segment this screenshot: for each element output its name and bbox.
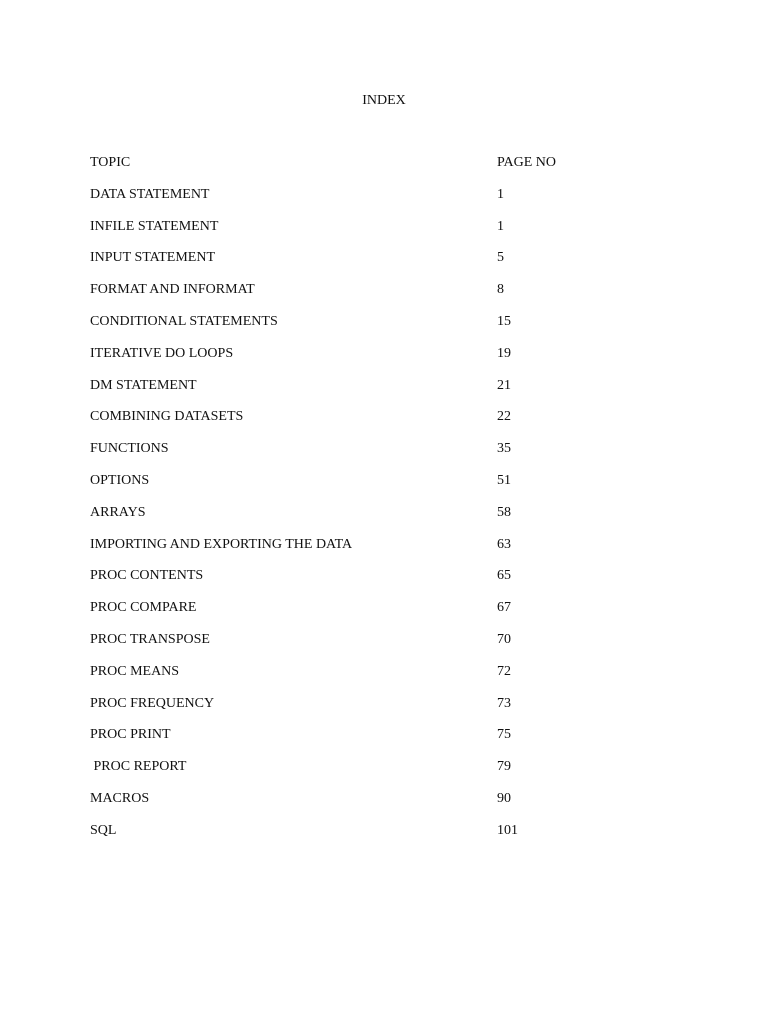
entry-page-number: 73: [497, 695, 511, 711]
index-entry: [90, 663, 610, 695]
index-entry: [90, 504, 610, 536]
topic-column-header: TOPIC: [90, 155, 131, 170]
entry-page-number: 8: [497, 282, 504, 298]
index-entry: [90, 599, 610, 631]
entry-page-number: 75: [497, 727, 511, 743]
entry-page-number: 79: [497, 759, 511, 775]
index-entry: [90, 726, 610, 758]
entry-page-number: 63: [497, 536, 511, 552]
entry-topic: PROC MEANS: [90, 663, 180, 679]
entry-page-number: 15: [497, 313, 511, 329]
entry-page-number: 21: [497, 377, 511, 393]
entry-topic: IMPORTING AND EXPORTING THE DATA: [90, 536, 353, 552]
index-entry: [90, 567, 610, 599]
entry-topic: PROC CONTENTS: [90, 568, 204, 584]
index-entry: [90, 790, 610, 822]
index-entry: [90, 758, 610, 790]
entry-page-number: 22: [497, 409, 511, 425]
entry-topic: PROC TRANSPOSE: [90, 631, 210, 647]
index-entry: [90, 218, 610, 250]
index-entry: [90, 186, 610, 218]
index-entry: [90, 377, 610, 409]
entry-page-number: 90: [497, 790, 511, 806]
index-header-row: [90, 154, 610, 186]
index-entry: [90, 249, 610, 281]
entry-page-number: 101: [497, 822, 518, 838]
entry-topic: ARRAYS: [90, 504, 146, 520]
entry-page-number: 70: [497, 631, 511, 647]
entry-page-number: 67: [497, 600, 511, 616]
entry-topic: PROC COMPARE: [90, 600, 197, 616]
entry-page-number: 58: [497, 504, 511, 520]
entry-topic: MACROS: [90, 790, 150, 806]
index-entry: [90, 822, 610, 854]
entry-topic: DM STATEMENT: [90, 377, 197, 393]
entry-topic: CONDITIONAL STATEMENTS: [90, 313, 278, 329]
entry-page-number: 1: [497, 218, 504, 234]
entry-page-number: 35: [497, 441, 511, 457]
entry-topic: FUNCTIONS: [90, 441, 169, 457]
page-no-column-header: PAGE NO: [497, 155, 556, 170]
entry-topic: ITERATIVE DO LOOPS: [90, 345, 234, 361]
entry-topic: SQL: [90, 822, 117, 838]
entry-topic: PROC REPORT: [90, 759, 187, 775]
entry-page-number: 19: [497, 345, 511, 361]
index-entry: [90, 313, 610, 345]
entry-topic: COMBINING DATASETS: [90, 409, 244, 425]
index-table: [90, 154, 610, 854]
index-entry: [90, 472, 610, 504]
index-entry: [90, 631, 610, 663]
entry-page-number: 72: [497, 663, 511, 679]
index-entry: [90, 440, 610, 472]
entry-topic: PROC FREQUENCY: [90, 695, 215, 711]
index-entry: [90, 281, 610, 313]
index-entry: [90, 536, 610, 568]
entry-page-number: 65: [497, 568, 511, 584]
entry-topic: FORMAT AND INFORMAT: [90, 282, 255, 298]
page-title: INDEX: [362, 93, 406, 108]
entry-page-number: 1: [497, 186, 504, 202]
entry-page-number: 51: [497, 472, 511, 488]
index-entry: [90, 695, 610, 727]
entry-topic: INPUT STATEMENT: [90, 250, 216, 266]
index-entry: [90, 408, 610, 440]
entry-topic: DATA STATEMENT: [90, 186, 210, 202]
entry-topic: INFILE STATEMENT: [90, 218, 219, 234]
entry-page-number: 5: [497, 250, 504, 266]
index-entry: [90, 345, 610, 377]
entry-topic: PROC PRINT: [90, 727, 171, 743]
entry-topic: OPTIONS: [90, 472, 150, 488]
